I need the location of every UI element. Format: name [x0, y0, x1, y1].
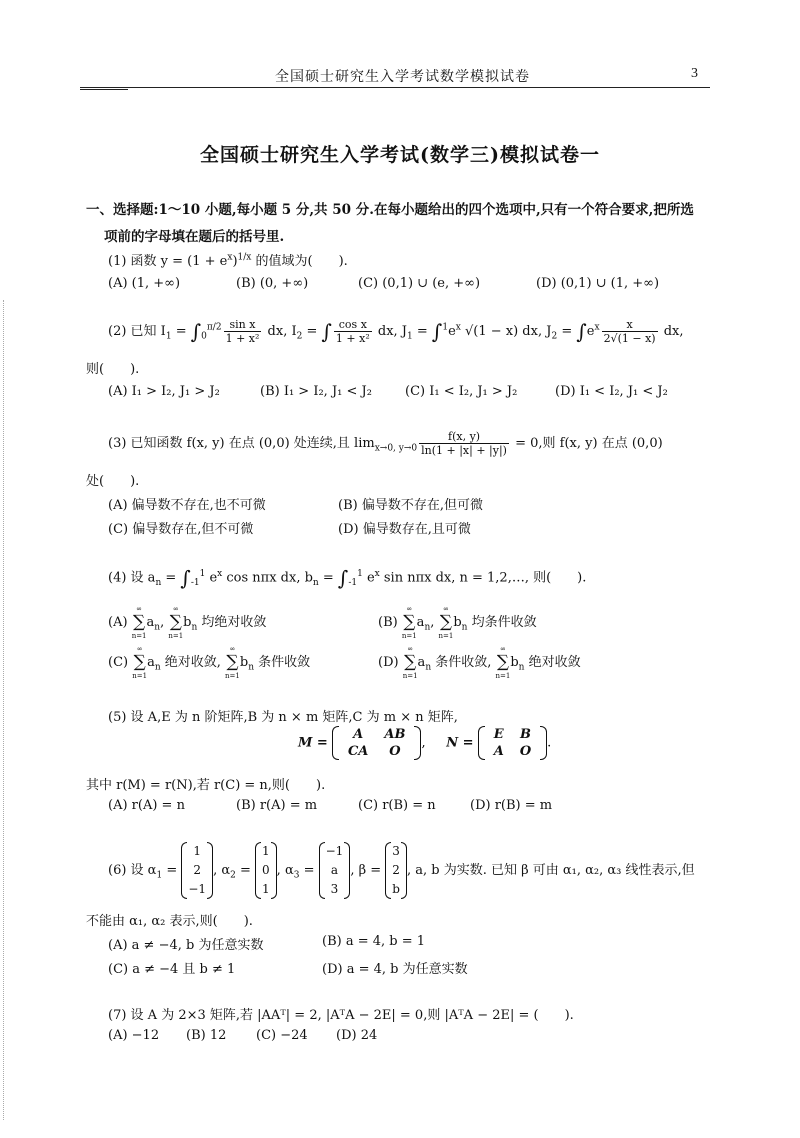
paper-title: 全国硕士研究生入学考试(数学三)模拟试卷一: [200, 144, 600, 166]
question-1-option-c: (C) (0,1) ∪ (e, +∞): [358, 276, 481, 291]
binding-margin: [3, 300, 4, 1120]
page-header: [80, 62, 710, 88]
question-3-option-a: (A) 偏导数不存在,也不可微: [108, 498, 266, 513]
header-rule: [80, 87, 710, 88]
question-6-cont: 不能由 α₁, α₂ 表示,则( ).: [86, 914, 253, 929]
question-5-stem: (5) 设 A,E 为 n 阶矩阵,B 为 n × m 矩阵,C 为 m × n 矩阵,: [108, 710, 458, 725]
vector-alpha1: 1 2 −1: [181, 842, 213, 899]
vector-beta: 3 2 b: [385, 842, 407, 899]
vector-alpha3: −1 a 3: [319, 842, 351, 899]
question-3-option-d: (D) 偏导数存在,且可微: [338, 522, 471, 537]
question-3-option-c: (C) 偏导数存在,但不可微: [108, 522, 254, 537]
matrix-n: E B A O: [478, 726, 547, 760]
section-instructions: [86, 197, 726, 251]
question-4-option-c: (C) ∞ ∑ n=1 $a_n$ 绝对收敛, ∞ ∑ n=1 $b_n$ 条件收敛: [108, 645, 311, 680]
page-number: 3: [691, 66, 698, 81]
question-6-option-c: (C) a ≠ −4 且 b ≠ 1: [108, 962, 236, 977]
question-3-stem: (3) 已知函数 f(x, y) 在点 (0,0) 处连续,且 $\lim_{x\to 0, y\to 0}$ $\frac{f(x, y)}{\ln(1 + |x| + |y|)}$ = 0,则 f(x, y) 在点 (0,0): [108, 430, 663, 457]
question-5-option-b: (B) r(A) = m: [236, 798, 318, 813]
section-line-2: 项前的字母填在题后的括号里.: [104, 229, 285, 245]
question-5-option-a: (A) r(A) = n: [108, 798, 185, 813]
question-4-option-d: (D) ∞ ∑ n=1 $a_n$ 条件收敛, ∞ ∑ n=1 $b_n$ 绝对收敛: [378, 645, 581, 680]
question-4-stem: (4) 设 $a_n = \int_{-1}^1$ $e^x$ cos nπx dx, $b_n = \int_{-1}^1$ $e^x$ sin nπx dx, n = 1,2,…, 则( ).: [108, 566, 587, 590]
question-2-option-c: (C) I₁ < I₂, J₁ > J₂: [405, 384, 518, 399]
question-3-option-b: (B) 偏导数不存在,但可微: [338, 498, 483, 513]
question-7-option-c: (C) −24: [256, 1028, 308, 1043]
matrix-n-label: N =: [446, 735, 474, 751]
section-line-1: 一、选择题:1～10 小题,每小题 5 分,共 50 分.在每小题给出的四个选项中,只有一个符合要求,把所选: [86, 202, 694, 218]
question-2-option-b: (B) I₁ > I₂, J₁ < J₂: [260, 384, 372, 399]
matrix-m-label: M =: [298, 735, 328, 751]
question-6-stem: (6) 设 $\alpha_1$ = 1 2 −1 , $\alpha_2$ = 1 0 1 , $\alpha_3$ = −1 a 3 , β = 3 2 b , a, b 为实数. 已知 β 可由 α₁, α₂, α₃ 线性表示,但: [108, 842, 695, 899]
header-title: 全国硕士研究生入学考试数学模拟试卷: [275, 69, 530, 85]
matrix-m: A AB CA O: [332, 726, 422, 760]
question-2-option-a: (A) I₁ > I₂, J₁ > J₂: [108, 384, 220, 399]
question-6-option-d: (D) a = 4, b 为任意实数: [322, 962, 468, 977]
question-5-matrices: M = A AB CA O , N = E B A O .: [298, 727, 552, 759]
question-5-option-d: (D) r(B) = m: [470, 798, 553, 813]
header-rule-short: [80, 89, 128, 90]
question-2-option-d: (D) I₁ < I₂, J₁ < J₂: [555, 384, 668, 399]
question-1-option-a: (A) (1, +∞): [108, 276, 181, 291]
question-2-then: 则( ).: [86, 362, 140, 377]
question-1-stem: (1) 函数 $y = (1 + e^x)^{1/x}$ 的值域为( ).: [108, 252, 348, 269]
vector-alpha2: 1 0 1: [255, 842, 277, 899]
question-4-option-b: (B) ∞ ∑ n=1 $a_n$, ∞ ∑ n=1 $b_n$ 均条件收敛: [378, 605, 537, 640]
question-6-option-a: (A) a ≠ −4, b 为任意实数: [108, 938, 264, 953]
question-7-option-b: (B) 12: [186, 1028, 227, 1043]
question-4-option-a: (A) ∞ ∑ n=1 $a_n$, ∞ ∑ n=1 $b_n$ 均绝对收敛: [108, 605, 267, 640]
question-2-stem: (2) 已知 $I_1 = \int_0^{\pi/2}$ $\frac{\text{sin x}}{\text{1 + x²}}$ dx, $I_2$ = ∫ $\frac{\text{cos x}}{\text{1 + x²}}$ dx, $J_1 = \int^1e^x$ √(1 − x) dx, $J_2 = \int e^x$ $\frac{x}{2√(1 - x)}$ dx,: [108, 318, 684, 345]
question-5-condition: 其中 r(M) = r(N),若 r(C) = n,则( ).: [86, 778, 326, 793]
question-7-option-d: (D) 24: [336, 1028, 378, 1043]
question-7-stem: (7) 设 A 为 2×3 矩阵,若 |AAᵀ| = 2, |AᵀA − 2E| = 0,则 |AᵀA − 2E| = ( ).: [108, 1008, 574, 1023]
question-1-option-b: (B) (0, +∞): [236, 276, 309, 291]
question-3-cont: 处( ).: [86, 474, 140, 489]
question-1-option-d: (D) (0,1) ∪ (1, +∞): [536, 276, 660, 291]
question-6-option-b: (B) a = 4, b = 1: [322, 934, 426, 949]
question-7-option-a: (A) −12: [108, 1028, 160, 1043]
question-5-option-c: (C) r(B) = n: [358, 798, 436, 813]
